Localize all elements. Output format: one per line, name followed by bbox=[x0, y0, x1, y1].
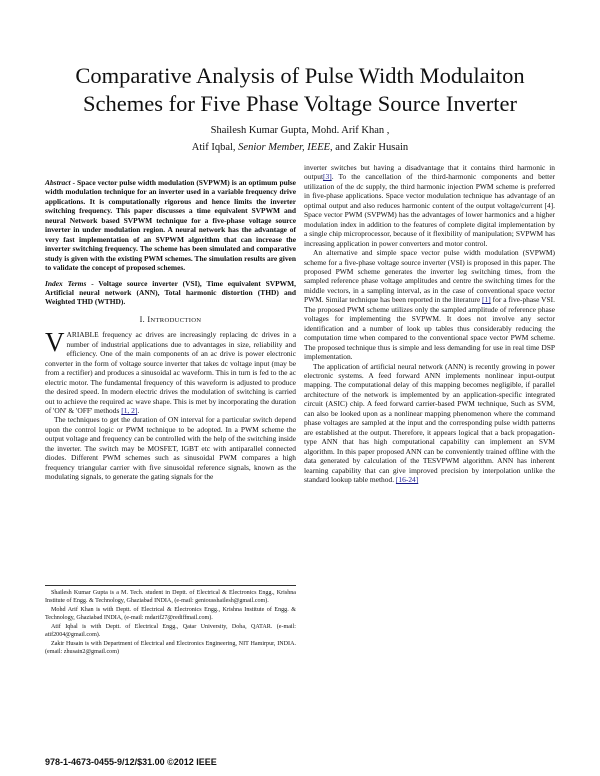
citation-link[interactable]: [1, 2] bbox=[121, 405, 138, 415]
intro-paragraph-2: The techniques to get the duration of ON interval for a particular switch depend upon the control logic or PWM technique to be adopted. In a PWM scheme the output voltage and frequency can be controlled with the help of the switching inside the inverter. The switch may be MOSFET, IGBT etc with antiparallel connected diodes. Different PWM schemes such as sinusoidal PWM compares a high frequency triangular carrier with five sinusoidal reference signals, known as the modulating signals, to generate the gating signals for the bbox=[45, 415, 296, 482]
index-terms-label: Index Terms - bbox=[45, 278, 94, 288]
author-line-1: Shailesh Kumar Gupta, Mohd. Arif Khan , bbox=[210, 125, 390, 136]
intro-paragraph-1 bbox=[45, 327, 296, 415]
citation-link[interactable]: [1] bbox=[482, 295, 491, 305]
intro-p1-end: . bbox=[137, 405, 140, 415]
footnote-item: Zakir Husain is with Department of Electrical and Electronics Engineering, NIT Hamirpur, INDIA. (email: zhusain2@gmail.com) bbox=[45, 641, 296, 655]
right-p1-rest: . To the cancellation of the third-harmonic components and better utilization of the dc supply, the third harmonic injection PWM scheme is preferred in five-phase applications. Space vector modulation technique has advantage of an optimal output and also reduces harmonic content of the output voltage/current [4]. Space vector PWM (SVPWM) has the advantages of lower harmonics and a higher modulation index in addition to the features of complete digital implementation by a single chip microprocessor, because of it flexibility of manipulation; SVPWM has increasing application in power converters and motor control. bbox=[304, 172, 555, 248]
paper-title: Comparative Analysis of Pulse Width Modulaiton Schemes for Five Phase Voltage Source Inverter bbox=[75, 63, 525, 116]
author-line-2-suffix: , and Zakir Husain bbox=[330, 142, 409, 153]
drop-cap: V bbox=[45, 327, 65, 358]
author-line-2-prefix: Atif Iqbal, bbox=[191, 142, 236, 153]
right-paragraph-1 bbox=[304, 163, 555, 248]
abstract bbox=[45, 178, 296, 273]
footnote-item: Mohd Arif Khan is with Deptt. of Electrical & Electronics Engg., Krishna Institute of Engg. & Technology, Ghaziabad INDIA, (e-mail: mdarif27@rediffmail.com). bbox=[45, 607, 296, 621]
section-title-rest: NTRODUCTION bbox=[150, 316, 202, 324]
footnote-item: Shailesh Kumar Gupta is a M. Tech. student in Deptt. of Electrical & Electronics Engg., Krishna Institute of Engg. & Technology, Ghaziabad INDIA, (e-mail: geniousshailesh@gmail.com). bbox=[45, 590, 296, 604]
section-numeral: I. bbox=[139, 314, 146, 324]
footnote-item: Atif Iqbal is with Deptt. of Electrical Engg., Qatar University, Doha, QATAR. (e-mail: atif2004@gmail.com). bbox=[45, 624, 296, 638]
section-heading-introduction bbox=[45, 315, 296, 325]
intro-p1-text: ARIABLE frequency ac drives are increasingly replacing dc drives in a number of industrial applications due to advantages in size, reliability and efficiency. One of the main components of an ac drive is power electronic converter in the form of voltage source inverter that takes dc voltage input (may be from a rectifier) and produces a sinusoidal ac waveform. This in turn is fed to the ac electric motor. The fundamental frequency of this waveform is adjusted to produce the desired speed. In modern electric drives the modulation of switching is carried out to achieve the required ac wave shape. This is met by incorporating the duration of 'ON' & 'OFF' methods bbox=[45, 330, 296, 415]
right-p3-text: The application of artificial neural network (ANN) is recently growing in power electronic systems. A feed forward ANN implements nonlinear input-output mapping. The computational delay of this mapping becomes negligible, if parallel architecture of the network is implemented by an application-specific integrated circuit (ASIC) chip. A feed forward carrier-based PWM technique, Such as SVM, can also be looked upon as a nonlinear mapping phenomenon where the command phase voltages are sampled at the input and the corresponding pulse width patterns are established at the output. Therefore, it appears logical that a back propagation-type ANN that has high computational capability can implement an SVM algorithm. In this paper proposed ANN can be conveniently trained offline with the data generated by calculation of the TESVPWM algorithm. ANN has inherent learning capability that can give improved precision by interpolation unlike the standard lookup table method. bbox=[304, 361, 555, 484]
section-title-first: I bbox=[147, 314, 151, 324]
copyright-footer: 978-1-4673-0455-9/12/$31.00 ©2012 IEEE bbox=[45, 757, 217, 767]
left-column bbox=[45, 178, 296, 482]
right-p2-rest: for a five-phase VSI. The proposed PWM scheme utilizes only the sampled amplitude of reference phase voltages for implementing the SVPWM. It does not involve any sector identification and a number of look up tables thus considerably reducing the computation time when compared to the conventional space vector PWM scheme. The proposed technique thus is simple and less demanding for use in real time DSP implementation. bbox=[304, 295, 555, 362]
index-terms bbox=[45, 279, 296, 307]
right-column bbox=[304, 163, 555, 484]
abstract-label: Abstract - bbox=[45, 178, 76, 187]
right-p2-start: An alternative and simple space vector pulse width modulation (SVPWM) scheme for a five-phase voltage source inverter (VSI) is proposed in this paper. The proposed PWM scheme generates the inverter leg switching times, from the sampled reference phase voltage amplitudes and centre the switching times for the middle vectors, in a sampling interval, as in the case of conventional space vector PWM. Similar technique has been reported in the literature bbox=[304, 248, 555, 305]
citation-link[interactable]: [3] bbox=[323, 172, 332, 182]
index-terms-text: Voltage source inverter (VSI), Time equivalent SVPWM, Artificial neural network (ANN), Total harmonic distortion (THD) and Weighted THD (WTHD). bbox=[45, 278, 297, 307]
right-paragraph-2 bbox=[304, 248, 555, 361]
author-line-2 bbox=[40, 139, 560, 156]
right-paragraph-3 bbox=[304, 362, 555, 485]
abstract-text: Space vector pulse width modulation (SVPWM) is an optimum pulse width modulation technique for an inverter used in a variable frequency drive applications. It is computationally rigorous and hence limits the inverter switching frequency. This paper discusses a time equivalent SVPWM and neural Network based SVPWM technique for a five-phase voltage source inverter in under modulation region. A neural network has the advantage of very fast implementation of an SVPWM algorithm that can increase the inverter switching frequency. The scheme has been simulated and comparative study is given with the existing PWM schemes. The simulation results are given to validate the concept of proposed schemes. bbox=[45, 178, 296, 273]
author-footnotes bbox=[45, 585, 296, 657]
author-block bbox=[40, 122, 560, 156]
author-membership: Senior Member, IEEE bbox=[238, 142, 331, 153]
citation-link[interactable]: [16-24] bbox=[395, 474, 419, 484]
right-p1-start: inverter switches but having a disadvantage that it contains third harmonic in output bbox=[304, 163, 555, 182]
